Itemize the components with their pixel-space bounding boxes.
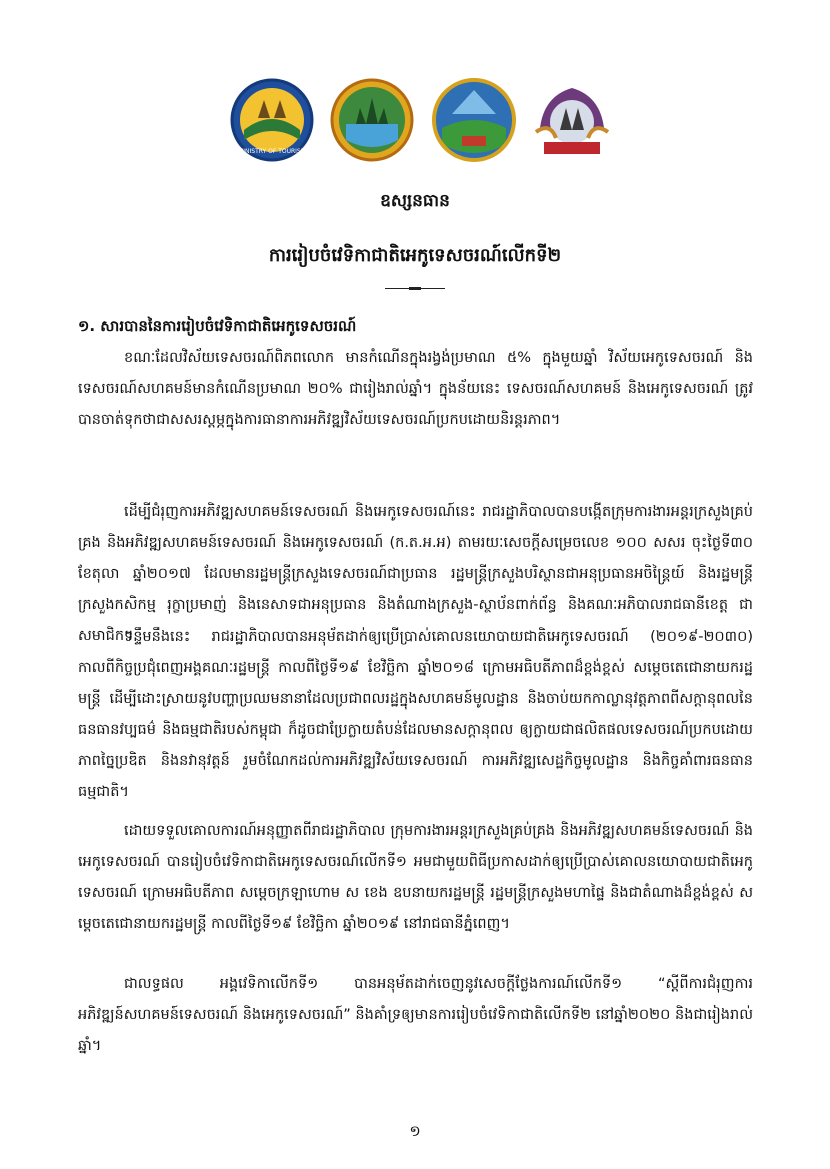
ministry-of-agriculture-emblem-icon — [432, 78, 516, 162]
document-title: ឧស្សនធាន — [380, 191, 450, 211]
section-heading: ១. សារបាននៃការរៀបចំវេទិកាជាតិអេកូទេសចរណ៍ — [78, 317, 357, 335]
paragraph-4: ដោយទទួលគោលការណ៍អនុញ្ញាតពីរាជរដ្ឋាភិបាល ក្រុមការងារអន្តរក្រសួងគ្រប់គ្រង និងអភិវឌ្ឍសហគមន៍ទេសចរណ៍ និងអេកូទេសចរណ៍ បានរៀបចំវេទិកាជាតិអេកូទេសចរណ៍លើកទី១ អមជាមួយពិធីប្រកាសដាក់ឲ្យប្រើប្រាស់គោលនយោបាយជាតិអេកូទេសចរណ៍ ក្រោមអធិបតីភាព សម្តេចក្រឡាហោម ស ខេង ឧបនាយករដ្ឋមន្ត្រី រដ្ឋមន្ត្រីក្រសួងមហាផ្ទៃ និងជាតំណាងដ៏ខ្ពង់ខ្ពស់ សម្តេចតេជោនាយករដ្ឋមន្ត្រី កាលពីថ្ងៃទី១៩ ខែវិច្ឆិកា ឆ្នាំ២០១៩ នៅរាជធានីភ្នំពេញ។ — [78, 823, 753, 932]
logo-row — [0, 78, 830, 168]
page-number: ១ — [409, 1122, 421, 1140]
title-divider — [385, 288, 445, 289]
angkor-temple-emblem-icon — [330, 78, 414, 162]
ministry-of-tourism-logo-text: MINISTRY OF TOURISM — [238, 148, 306, 155]
ministry-of-environment-emblem-icon — [530, 78, 614, 162]
paragraph-3: ទន្ទឹមនឹងនេះ រាជរដ្ឋាភិបាលបានអនុម័តដាក់ឲ្យប្រើប្រាស់គោលនយោបាយជាតិអេកូទេសចរណ៍ (២០១៩-២០៣០) កាលពីកិច្ចប្រជុំពេញអង្គគណៈរដ្ឋមន្ត្រី កាលពីថ្ងៃទី១៩ ខែវិច្ឆិកា ឆ្នាំ២០១៨ ក្រោមអធិបតីភាពដ៏ខ្ពង់ខ្ពស់ សម្តេចតេជោនាយករដ្ឋមន្ត្រី ដើម្បីដោះស្រាយនូវបញ្ហាប្រឈមនានាដែលប្រជាពលរដ្ឋក្នុងសហគមន៍មូលដ្ឋាន និងចាប់យកកាល្លានុវត្តភាពពីសក្តានុពលនៃធនធានវប្បធម៌ និងធម្មជាតិរបស់កម្ពុជា ក៏ដូចជាប្រែក្លាយតំបន់ដែលមានសក្តានុពល ឲ្យក្លាយជាផលិតផលទេសចរណ៍ប្រកបដោយភាពច្នៃប្រឌិត និងនវានុវត្តន៍ រួមចំណែកដល់ការអភិវឌ្ឍវិស័យទេសចរណ៍ ការអភិវឌ្ឍសេដ្ឋកិច្ចមូលដ្ឋាន និងកិច្ចគាំពារធនធានធម្មជាតិ។ — [78, 629, 753, 800]
ministry-of-tourism-emblem-icon — [230, 78, 314, 162]
document-subtitle: ការរៀបចំវេទិកាជាតិអេកូទេសចរណ៍លើកទី២ — [268, 245, 562, 266]
paragraph-5: ជាលទ្ធផល អង្គវេទិកាលើកទី១ បានអនុម័តដាក់ចេញនូវសេចក្តីថ្លែងការណ៍លើកទី១ “ស្តីពីការជំរុញការអភិវឌ្ឍន៍សហគមន៍ទេសចរណ៍ និងអេកូទេសចរណ៍” និងគាំទ្រឲ្យមានការរៀបចំវេទិកាជាតិលើកទី២ នៅឆ្នាំ២០២០ និងជារៀងរាល់ឆ្នាំ។ — [78, 976, 753, 1054]
paragraph-1: ខណៈដែលវិស័យទេសចរណ៍ពិភពលោក មានកំណើនក្នុងរង្វង់ប្រមាណ ៥% ក្នុងមួយឆ្នាំ វិស័យអេកូទេសចរណ៍ និងទេសចរណ៍សហគមន៍មានកំណើនប្រមាណ ២០% ជារៀងរាល់ឆ្នាំ។ ក្នុងន័យនេះ ទេសចរណ៍សហគមន៍ និងអេកូទេសចរណ៍ ត្រូវបានចាត់ទុកថាជាសសរស្តម្ភក្នុងការធានាការអភិវឌ្ឍវិស័យទេសចរណ៍ប្រកបដោយនិរន្តរភាព។ — [78, 350, 753, 428]
paragraph-2: ដើម្បីជំរុញការអភិវឌ្ឍសហគមន៍ទេសចរណ៍ និងអេកូទេសចរណ៍នេះ រាជរដ្ឋាភិបាលបានបង្កើតក្រុមការងារអន្តរក្រសួងគ្រប់គ្រង និងអភិវឌ្ឍសហគមន៍ទេសចរណ៍ និងអេកូទេសចរណ៍ (ក.ត.អ.អ) តាមរយៈសេចក្តីសម្រេចលេខ ១០០ សសរ ចុះថ្ងៃទី៣០ ខែតុលា ឆ្នាំ២០១៧ ដែលមានរដ្ឋមន្ត្រីក្រសួងទេសចរណ៍ជាប្រធាន រដ្ឋមន្ត្រីក្រសួងបរិស្ថានជាអនុប្រធានអចិន្ត្រៃយ៍ និងរដ្ឋមន្ត្រីក្រសួងកសិកម្ម រុក្ខាប្រមាញ់ និងនេសាទជាអនុប្រធាន និងតំណាងក្រសួង-ស្ថាប័នពាក់ព័ន្ធ និងគណៈអភិបាលរាជធានីខេត្ត ជាសមាជិក។ — [78, 504, 753, 644]
